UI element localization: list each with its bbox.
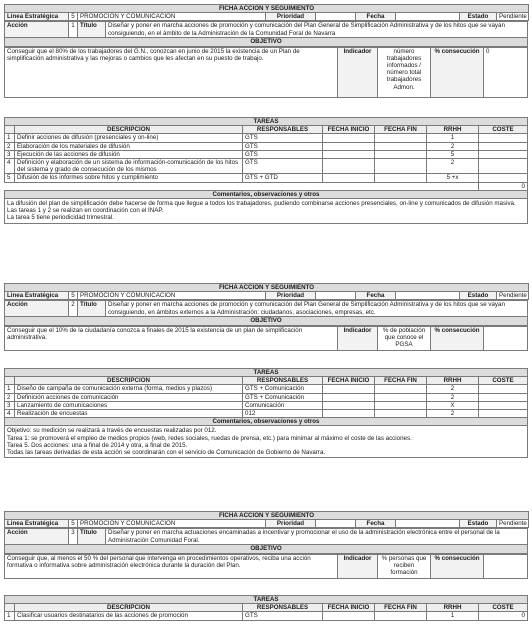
comentario-line: Tarea 1: se promoverá el empleo de medios propios (web, redes sociales, ruedas de prensa, etc.) para minimar al máximo el coste de las acciones. [7, 434, 412, 442]
ficha-title: FICHA ACCION Y SEGUIMIENTO [5, 512, 529, 520]
row-resp: GTS + Comunicación [243, 385, 323, 393]
col-fecha-fin: FECHA FIN [375, 377, 427, 385]
row-num: 5 [5, 174, 15, 182]
tareas-table [4, 117, 528, 199]
row-coste [479, 142, 528, 150]
objetivo-table [4, 47, 528, 98]
ficha-2 [4, 283, 528, 351]
row-fin [375, 150, 427, 158]
col-coste: COSTE [479, 126, 528, 134]
row-num: 4 [5, 159, 15, 174]
row-inicio [323, 393, 375, 401]
row-inicio [323, 612, 375, 620]
table-row [5, 612, 528, 620]
row-fin [375, 142, 427, 150]
col-responsables: RESPONSABLES [243, 377, 323, 385]
linea-num: 5 [69, 292, 78, 300]
linea-num: 5 [69, 13, 78, 21]
objetivo-text: Conseguir que el 80% de los trabajadores del G.N., conozcan en junio de 2015 la existencia de un Plan de simplificación administrativa y las mejoras o cambios que les afectan en su puesto de trabajo. [5, 47, 338, 97]
prioridad-value [316, 520, 356, 528]
ficha-header-table [4, 4, 529, 21]
titulo-value: Diseñar y poner en marcha actuaciones encaminadas a incentivar y promocionar el uso de la administración electrónica entre el personal de la Administración Comunidad Foral. [106, 529, 528, 545]
prioridad-label: Prioridad [266, 520, 316, 528]
table-row [5, 401, 528, 409]
row-desc: Elaboración de los materiales de difusión [15, 142, 243, 150]
row-fin [375, 174, 427, 182]
indicador-label: Indicador [338, 47, 378, 97]
objetivo-table [4, 554, 528, 579]
row-fin [375, 159, 427, 174]
comentario-line: Todas las tareas derivadas de esta acción se coordinarán con el servicio de Comunicación de Gobierno de Navarra. [7, 449, 326, 457]
indicador-value: % personas que reciben formación [378, 554, 431, 578]
linea-label: Linea Estratégica [5, 520, 69, 528]
col-descripcion: DESCRIPCIÓN [15, 377, 243, 385]
estado-label: Estado [460, 13, 497, 21]
col-fecha-inicio: FECHA INICIO [323, 126, 375, 134]
objetivo-text: Conseguir que, al menos el 50 % del personal que intervenga en procedimientos operativos, reciba una acción formativa o informativa sobre administración electrónica durante la duración del Plan. [5, 554, 338, 578]
objetivo-title: OBJETIVO [5, 38, 528, 46]
accion-num: 3 [69, 529, 78, 545]
col-fecha-fin: FECHA FIN [375, 604, 427, 612]
consecucion-label: % consecución [431, 554, 484, 578]
accion-num: 1 [69, 22, 78, 38]
accion-table [4, 300, 528, 325]
tareas-2 [4, 368, 528, 458]
titulo-label: Título [78, 301, 106, 317]
row-inicio [323, 150, 375, 158]
row-num: 2 [5, 393, 15, 401]
row-resp: GTS [243, 159, 323, 174]
table-row [5, 174, 528, 182]
indicador-label: Indicador [338, 326, 378, 350]
row-desc: Definición acciones de comunicación [15, 393, 243, 401]
col-coste: COSTE [479, 604, 528, 612]
row-coste [479, 401, 528, 409]
row-desc: Definición y elaboración de un sistema de información-comunicación de los hitos del sistema y grado de consecución de los mismos [15, 159, 243, 174]
accion-label: Acción [5, 301, 69, 317]
accion-label: Acción [5, 529, 69, 545]
objetivo-text: Conseguir que el 10% de la ciudadanía conozca a finales de 2015 la existencia de un plan de simplificación administrativa. [5, 326, 338, 350]
fecha-label: Fecha [356, 13, 396, 21]
row-num: 1 [5, 612, 15, 620]
table-row [5, 134, 528, 142]
row-resp: Comunicación [243, 401, 323, 409]
row-resp: GTS [243, 612, 323, 620]
row-rrhh: 1 [427, 612, 479, 620]
row-rrhh: 2 [427, 410, 479, 418]
row-num: 1 [5, 385, 15, 393]
table-row [5, 159, 528, 174]
row-desc: Clasificar usuarios destinatarios de las acciones de promoción [15, 612, 243, 620]
row-coste [479, 393, 528, 401]
row-num: 4 [5, 410, 15, 418]
row-num: 2 [5, 142, 15, 150]
accion-table [4, 21, 528, 46]
col-num [5, 377, 15, 385]
estado-value: Pendiente [497, 520, 529, 528]
row-fin [375, 410, 427, 418]
ficha-3 [4, 511, 528, 579]
fecha-value [396, 292, 460, 300]
estado-value: Pendiente [497, 13, 529, 21]
table-row [5, 410, 528, 418]
consecucion-label: % consecución [431, 326, 484, 350]
fecha-label: Fecha [356, 292, 396, 300]
row-desc: Difusión de los informes sobre hitos y cumplimiento [15, 174, 243, 182]
comentario-line: Tarea 5. Dos acciones: una a final de 2014 y otra, a final de 2015. [7, 441, 188, 449]
col-fecha-inicio: FECHA INICIO [323, 377, 375, 385]
linea-label: Linea Estratégica [5, 292, 69, 300]
titulo-value: Diseñar y poner en marcha acciones de promoción y comunicación del Plan General de Simplificación Administrativa y de los hitos que se vayan consiguiendo, en el ámbito de la Administración de la Comunidad Foral de Navarra [106, 22, 528, 38]
col-rrhh: RRHH [427, 604, 479, 612]
linea-label: Linea Estratégica [5, 13, 69, 21]
estado-label: Estado [460, 520, 497, 528]
ficha-header-table [4, 511, 529, 528]
col-descripcion: DESCRIPCIÓN [15, 126, 243, 134]
tareas-title: TAREAS [5, 369, 528, 377]
row-inicio [323, 142, 375, 150]
table-row [5, 150, 528, 158]
row-inicio [323, 385, 375, 393]
row-inicio [323, 401, 375, 409]
row-coste [479, 159, 528, 174]
row-desc: Definir acciones de difusión (presenciales y on-line) [15, 134, 243, 142]
tareas-table [4, 368, 528, 426]
total-row [5, 182, 528, 190]
comentario-line: La tarea 5 tiene periodicidad trimestral. [7, 214, 114, 222]
total-coste: 0 [479, 182, 528, 190]
comentarios-box [4, 426, 528, 458]
objetivo-table [4, 326, 528, 351]
objetivo-title: OBJETIVO [5, 545, 528, 553]
row-resp: GTS [243, 142, 323, 150]
titulo-label: Título [78, 529, 106, 545]
linea-value: PROMOCION Y COMUNICACIÓN [78, 292, 266, 300]
row-rrhh: 5 +x [427, 174, 479, 182]
row-rrhh: 2 [427, 393, 479, 401]
tareas-1 [4, 117, 528, 224]
row-num: 3 [5, 401, 15, 409]
col-rrhh: RRHH [427, 126, 479, 134]
row-rrhh: 2 [427, 159, 479, 174]
row-desc: Realización de encuestas [15, 410, 243, 418]
col-descripcion: DESCRIPCIÓN [15, 604, 243, 612]
row-fin [375, 385, 427, 393]
accion-num: 2 [69, 301, 78, 317]
indicador-label: Indicador [338, 554, 378, 578]
row-fin [375, 134, 427, 142]
row-num: 1 [5, 134, 15, 142]
row-desc: Diseño de campaña de comunicación externa (forma, medios y plazos) [15, 385, 243, 393]
col-num [5, 126, 15, 134]
col-responsables: RESPONSABLES [243, 604, 323, 612]
estado-value: Pendiente [497, 292, 529, 300]
prioridad-label: Prioridad [266, 292, 316, 300]
indicador-value: % de población que conoce el PGSA [378, 326, 431, 350]
comentarios-title: Comentarios, observaciones y otros [5, 190, 528, 198]
col-num [5, 604, 15, 612]
accion-table [4, 528, 528, 553]
fecha-value [396, 520, 460, 528]
row-desc: Lanzamiento de comunicaciones [15, 401, 243, 409]
table-row [5, 385, 528, 393]
row-inicio [323, 174, 375, 182]
row-desc: Ejecución de las acciones de difusión [15, 150, 243, 158]
prioridad-value [316, 292, 356, 300]
estado-label: Estado [460, 292, 497, 300]
col-rrhh: RRHH [427, 377, 479, 385]
titulo-label: Título [78, 22, 106, 38]
linea-value: PROMOCION Y COMUNICACIÓN [78, 520, 266, 528]
consecucion-value: 0 [484, 47, 528, 97]
row-fin [375, 401, 427, 409]
comentario-line: Las tareas 1 y 2 se realizan en coordinación con el INAP. [7, 207, 164, 215]
row-rrhh: X [427, 401, 479, 409]
row-coste: 0 [479, 612, 528, 620]
row-inicio [323, 410, 375, 418]
row-fin [375, 612, 427, 620]
tareas-3 [4, 595, 528, 621]
row-inicio [323, 134, 375, 142]
consecucion-value [484, 326, 528, 350]
tareas-title: TAREAS [5, 596, 528, 604]
row-coste [479, 385, 528, 393]
comentario-line: La difusión del plan de simplificación debe hacerse de forma que llegue a todos los trabajadores, pudiendo combinarse acciones presenciales, on-line y comunicados de difusión masiva. [7, 200, 516, 208]
table-row [5, 142, 528, 150]
fecha-label: Fecha [356, 520, 396, 528]
row-resp: 012 [243, 410, 323, 418]
objetivo-title: OBJETIVO [5, 317, 528, 325]
prioridad-value [316, 13, 356, 21]
row-fin [375, 393, 427, 401]
table-row [5, 393, 528, 401]
tareas-table [4, 595, 528, 621]
col-fecha-inicio: FECHA INICIO [323, 604, 375, 612]
consecucion-value [484, 554, 528, 578]
row-resp: GTS [243, 134, 323, 142]
comentarios-box [4, 199, 528, 224]
comentario-line: Objetivo: su medición se realizará a través de encuestas realizadas por 012. [7, 427, 217, 435]
prioridad-label: Prioridad [266, 13, 316, 21]
row-resp: GTS [243, 150, 323, 158]
row-resp: GTS + GTD [243, 174, 323, 182]
ficha-header-table [4, 283, 529, 300]
linea-num: 5 [69, 520, 78, 528]
comentarios-title: Comentarios, observaciones y otros [5, 418, 528, 426]
consecucion-label: % consecución [431, 47, 484, 97]
row-coste [479, 410, 528, 418]
row-coste [479, 174, 528, 182]
col-responsables: RESPONSABLES [243, 126, 323, 134]
col-coste: COSTE [479, 377, 528, 385]
row-rrhh: 5 [427, 150, 479, 158]
ficha-1 [4, 4, 528, 98]
tareas-title: TAREAS [5, 118, 528, 126]
row-coste [479, 150, 528, 158]
col-fecha-fin: FECHA FIN [375, 126, 427, 134]
titulo-value: Diseñar y poner en marcha acciones de promoción y comunicación del Plan General de Simplificación Administrativa y de los hitos que se vayan consiguiendo, en ámbitos externos a la Administración: ciudadanos, asociaciones, empresas, etc. [106, 301, 528, 317]
accion-label: Acción [5, 22, 69, 38]
fecha-value [396, 13, 460, 21]
ficha-title: FICHA ACCION Y SEGUIMIENTO [5, 5, 529, 13]
row-rrhh: 1 [427, 134, 479, 142]
row-rrhh: 2 [427, 142, 479, 150]
indicador-value: número trabajadores informados / número total trabajadores Admon. [378, 47, 431, 97]
row-coste [479, 134, 528, 142]
row-inicio [323, 159, 375, 174]
ficha-title: FICHA ACCION Y SEGUIMIENTO [5, 284, 529, 292]
row-rrhh: 2 [427, 385, 479, 393]
row-resp: GTS + Comunicación [243, 393, 323, 401]
linea-value: PROMOCION Y COMUNICACIÓN [78, 13, 266, 21]
row-num: 3 [5, 150, 15, 158]
